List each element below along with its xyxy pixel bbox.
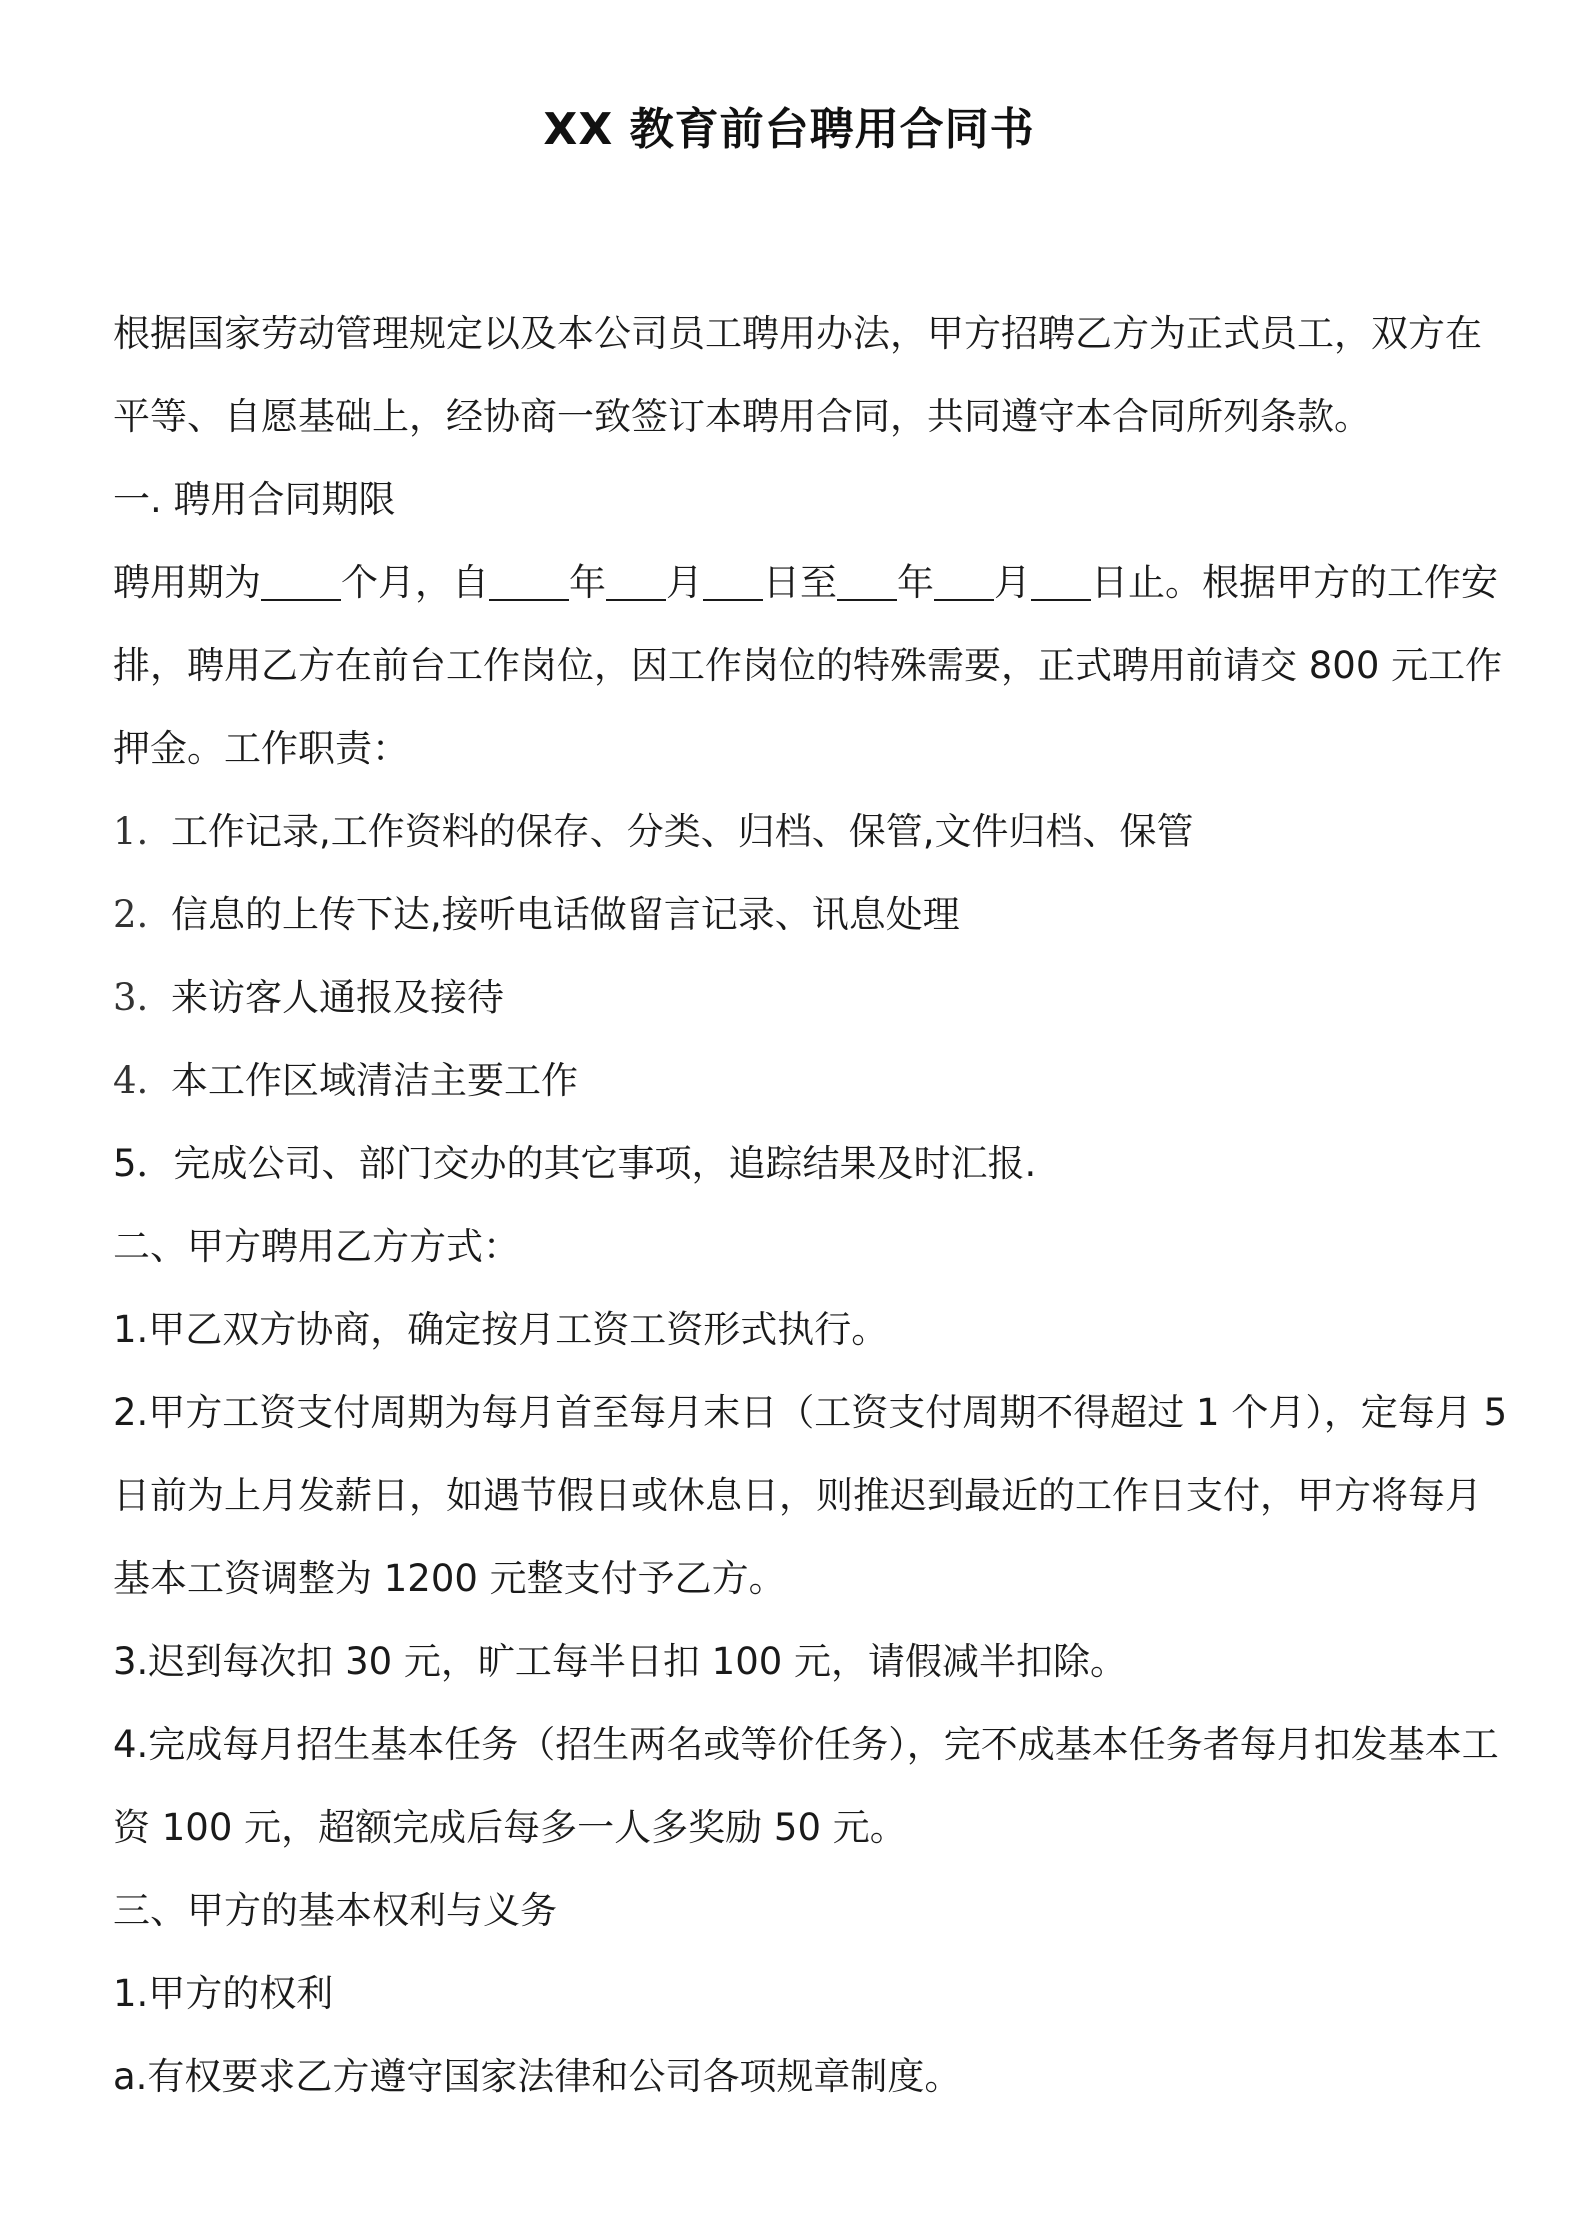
document-title: XX 教育前台聘用合同书 [543,104,1035,155]
period-text-6: 年 [897,561,934,604]
duty-number: 4. [113,1059,149,1102]
duty-item [113,1039,1513,1122]
section-2-item: 2.甲方工资支付周期为每月首至每月末日（工资支付周期不得超过 1 个月），定每月 5 日前为上月发薪日，如遇节假日或休息日，则推迟到最近的工作日支付，甲方将每月基本工资调整为 1200 元整支付予乙方。 [113,1391,1508,1600]
section-1-heading: 一. 聘用合同期限 [113,478,396,521]
section-2-item: 4.完成每月招生基本任务（招生两名或等价任务），完不成基本任务者每月扣发基本工资 100 元，超额完成后每多一人多奖励 50 元。 [113,1723,1499,1849]
start-year-blank [489,562,569,601]
duty-text: 来访客人通报及接待 [171,976,504,1019]
period-text-4: 月 [666,561,703,604]
employment-period-paragraph [113,541,1513,790]
section-2-heading: 二、甲方聘用乙方方式： [113,1225,520,1268]
duty-item [113,790,1513,873]
section-2-item: 3.迟到每次扣 30 元，旷工每半日扣 100 元，请假减半扣除。 [113,1640,1128,1683]
duty-text: 本工作区域清洁主要工作 [171,1059,578,1102]
duty-number: 3. [113,976,149,1019]
end-month-blank [934,562,994,601]
duty-text: 信息的上传下达,接听电话做留言记录、讯息处理 [171,893,960,936]
period-text-3: 年 [569,561,606,604]
period-text-8: 日止。根据甲方的工作安排，聘用乙方在前台工作岗位，因工作岗位的特殊需要，正式聘用前请交 800 元工作押金。工作职责： [113,561,1503,770]
start-month-blank [606,562,666,601]
intro-paragraph: 根据国家劳动管理规定以及本公司员工聘用办法，甲方招聘乙方为正式员工，双方在平等、自愿基础上，经协商一致签订本聘用合同，共同遵守本合同所列条款。 [113,312,1482,438]
duty-item [113,956,1513,1039]
end-day-blank [1031,562,1091,601]
duty-item [113,873,1513,956]
section-3-item: a.有权要求乙方遵守国家法律和公司各项规章制度。 [113,2055,962,2098]
section-3-subheading: 1.甲方的权利 [113,1972,334,2015]
period-text-7: 月 [994,561,1031,604]
document-body [113,292,1513,2118]
period-text-5: 日至 [763,561,837,604]
section-2-item: 1.甲乙双方协商，确定按月工资工资形式执行。 [113,1308,889,1351]
duty-number: 1. [113,810,149,853]
section-3-heading: 三、甲方的基本权利与义务 [113,1889,557,1932]
duty-number: 2. [113,893,149,936]
end-year-blank [837,562,897,601]
period-text-1: 聘用期为 [113,561,261,604]
duty-text: 工作记录,工作资料的保存、分类、归档、保管,文件归档、保管 [171,810,1194,853]
duty-item-5: 5．完成公司、部门交办的其它事项，追踪结果及时汇报. [113,1142,1037,1185]
period-text-2: 个月，自 [341,561,489,604]
months-blank [261,562,341,601]
start-day-blank [703,562,763,601]
